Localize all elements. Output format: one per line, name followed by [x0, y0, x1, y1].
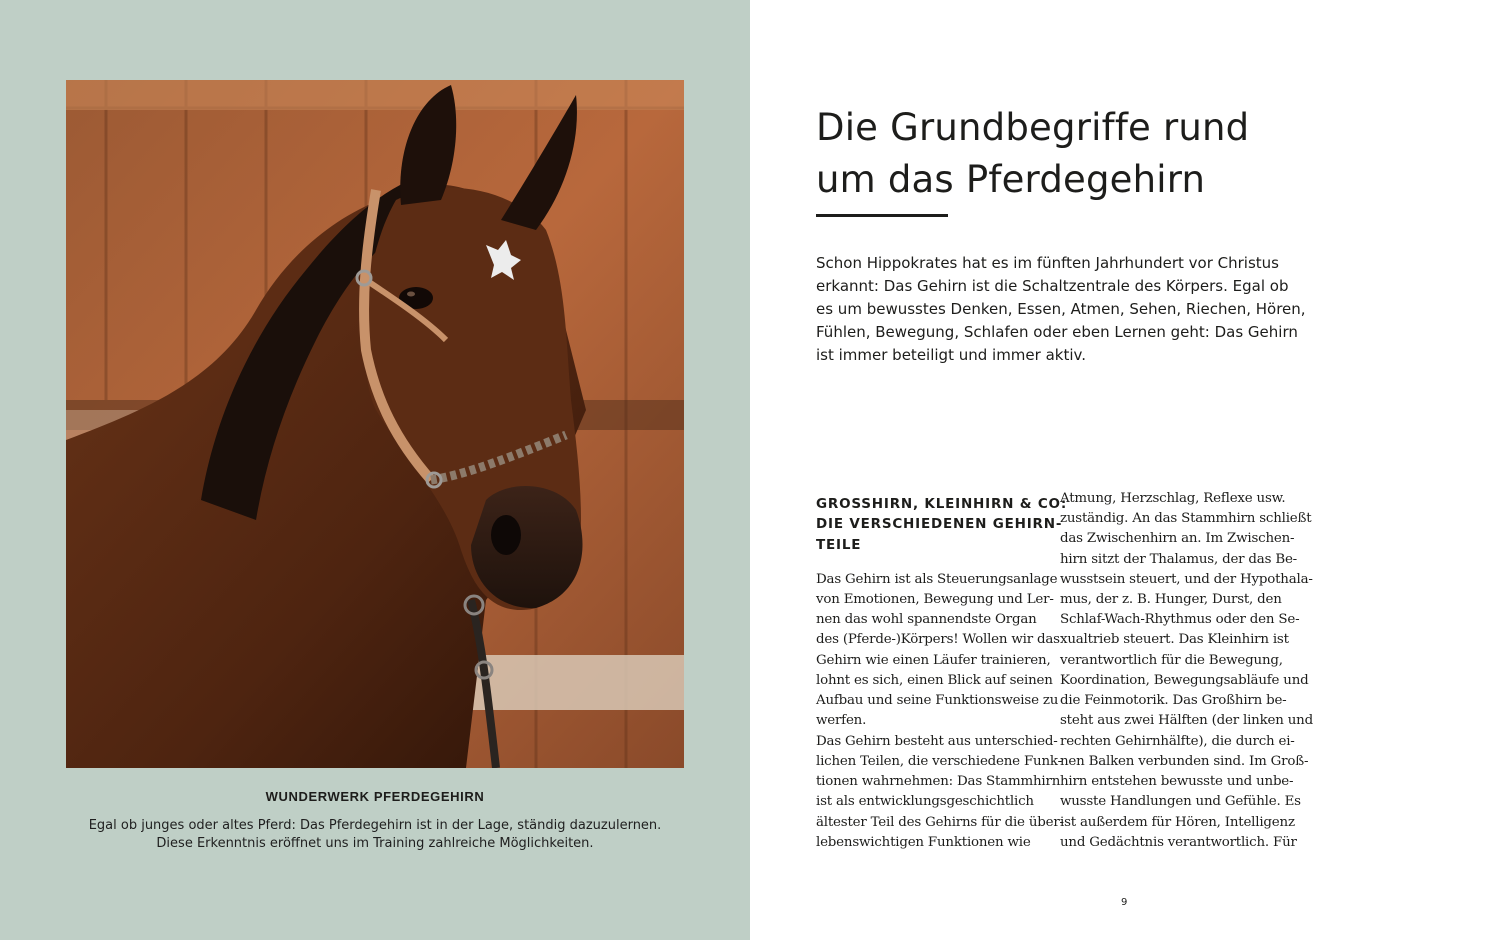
body-text-line: wusste Handlungen und Gefühle. Es: [1060, 794, 1301, 809]
body-text-line: Schlaf-Wach-Rhythmus oder den Se-: [1060, 612, 1300, 627]
body-text-line: Aufbau und seine Funktionsweise zu: [816, 693, 1059, 708]
intro-line: Fühlen, Bewegung, Schlafen oder eben Lernen geht: Das Gehirn: [816, 323, 1298, 341]
body-text-line: verantwortlich für die Bewegung,: [1060, 653, 1283, 668]
section-subheading: TEILE: [816, 537, 862, 553]
body-text-line: nen Balken verbunden sind. Im Groß-: [1060, 754, 1309, 769]
body-text-line: lichen Teilen, die verschiedene Funk-: [816, 754, 1062, 769]
body-text-line: ist als entwicklungsgeschichtlich: [816, 794, 1034, 809]
body-text-line: des (Pferde-)Körpers! Wollen wir das: [816, 632, 1060, 647]
body-text-line: xualtrieb steuert. Das Kleinhirn ist: [1060, 632, 1289, 647]
body-text-line: hirn sitzt der Thalamus, der das Be-: [1060, 552, 1298, 567]
page-number: 9: [1121, 897, 1128, 908]
body-text-line: werfen.: [816, 713, 867, 728]
body-text-line: und Gedächtnis verantwortlich. Für: [1060, 835, 1297, 850]
right-page: [750, 0, 1500, 940]
intro-line: ist immer beteiligt und immer aktiv.: [816, 346, 1086, 364]
body-text-line: hirn entstehen bewusste und unbe-: [1060, 774, 1294, 789]
intro-line: es um bewusstes Denken, Essen, Atmen, Sehen, Riechen, Hören,: [816, 300, 1306, 318]
body-text-line: zuständig. An das Stammhirn schließt: [1060, 511, 1312, 526]
intro-line: erkannt: Das Gehirn ist die Schaltzentrale des Körpers. Egal ob: [816, 277, 1289, 295]
page-headline: [816, 102, 1436, 206]
body-text-line: ältester Teil des Gehirns für die über-: [816, 815, 1064, 830]
horse-illustration: [66, 80, 684, 768]
body-text-line: nen das wohl spannendste Organ: [816, 612, 1037, 627]
caption-text-line: Egal ob junges oder altes Pferd: Das Pferdegehirn ist in der Lage, ständig dazuzulernen.: [88, 818, 662, 833]
body-text-line: rechten Gehirnhälfte), die durch ei-: [1060, 734, 1295, 749]
body-text-line: Das Gehirn ist als Steuerungsanlage: [816, 572, 1058, 587]
headline-divider: [816, 214, 948, 217]
body-text-line: von Emotionen, Bewegung und Ler-: [816, 592, 1054, 607]
body-text-line: mus, der z. B. Hunger, Durst, den: [1060, 592, 1282, 607]
body-text-line: Gehirn wie einen Läufer trainieren,: [816, 653, 1051, 668]
body-text-line: wusstsein steuert, und der Hypothala-: [1060, 572, 1313, 587]
caption-text-line: Diese Erkenntnis eröffnet uns im Training zahlreiche Möglichkeiten.: [156, 836, 594, 851]
section-subheading: GROSSHIRN, KLEINHIRN & CO:: [816, 496, 1068, 512]
intro-line: Schon Hippokrates hat es im fünften Jahrhundert vor Christus: [816, 254, 1279, 272]
body-text-line: ist außerdem für Hören, Intelligenz: [1060, 815, 1295, 830]
body-text-line: lohnt es sich, einen Blick auf seinen: [816, 673, 1053, 688]
body-text-line: tionen wahrnehmen: Das Stammhirn: [816, 774, 1061, 789]
body-text-line: steht aus zwei Hälften (der linken und: [1060, 713, 1313, 728]
body-text-line: das Zwischenhirn an. Im Zwischen-: [1060, 531, 1295, 546]
horse-photo: [66, 80, 684, 768]
caption-title: WUNDERWERK PFERDEGEHIRN: [265, 789, 485, 804]
body-text-line: die Feinmotorik. Das Großhirn be-: [1060, 693, 1287, 708]
headline-line: um das Pferdegehirn: [816, 158, 1206, 201]
body-text-line: lebenswichtigen Funktionen wie: [816, 835, 1031, 850]
headline-line: Die Grundbegriffe rund: [816, 106, 1250, 149]
body-text-line: Koordination, Bewegungsabläufe und: [1060, 673, 1309, 688]
body-text-line: Atmung, Herzschlag, Reflexe usw.: [1060, 491, 1286, 506]
body-text-line: Das Gehirn besteht aus unterschied-: [816, 734, 1058, 749]
section-subheading: DIE VERSCHIEDENEN GEHIRN-: [816, 516, 1063, 532]
